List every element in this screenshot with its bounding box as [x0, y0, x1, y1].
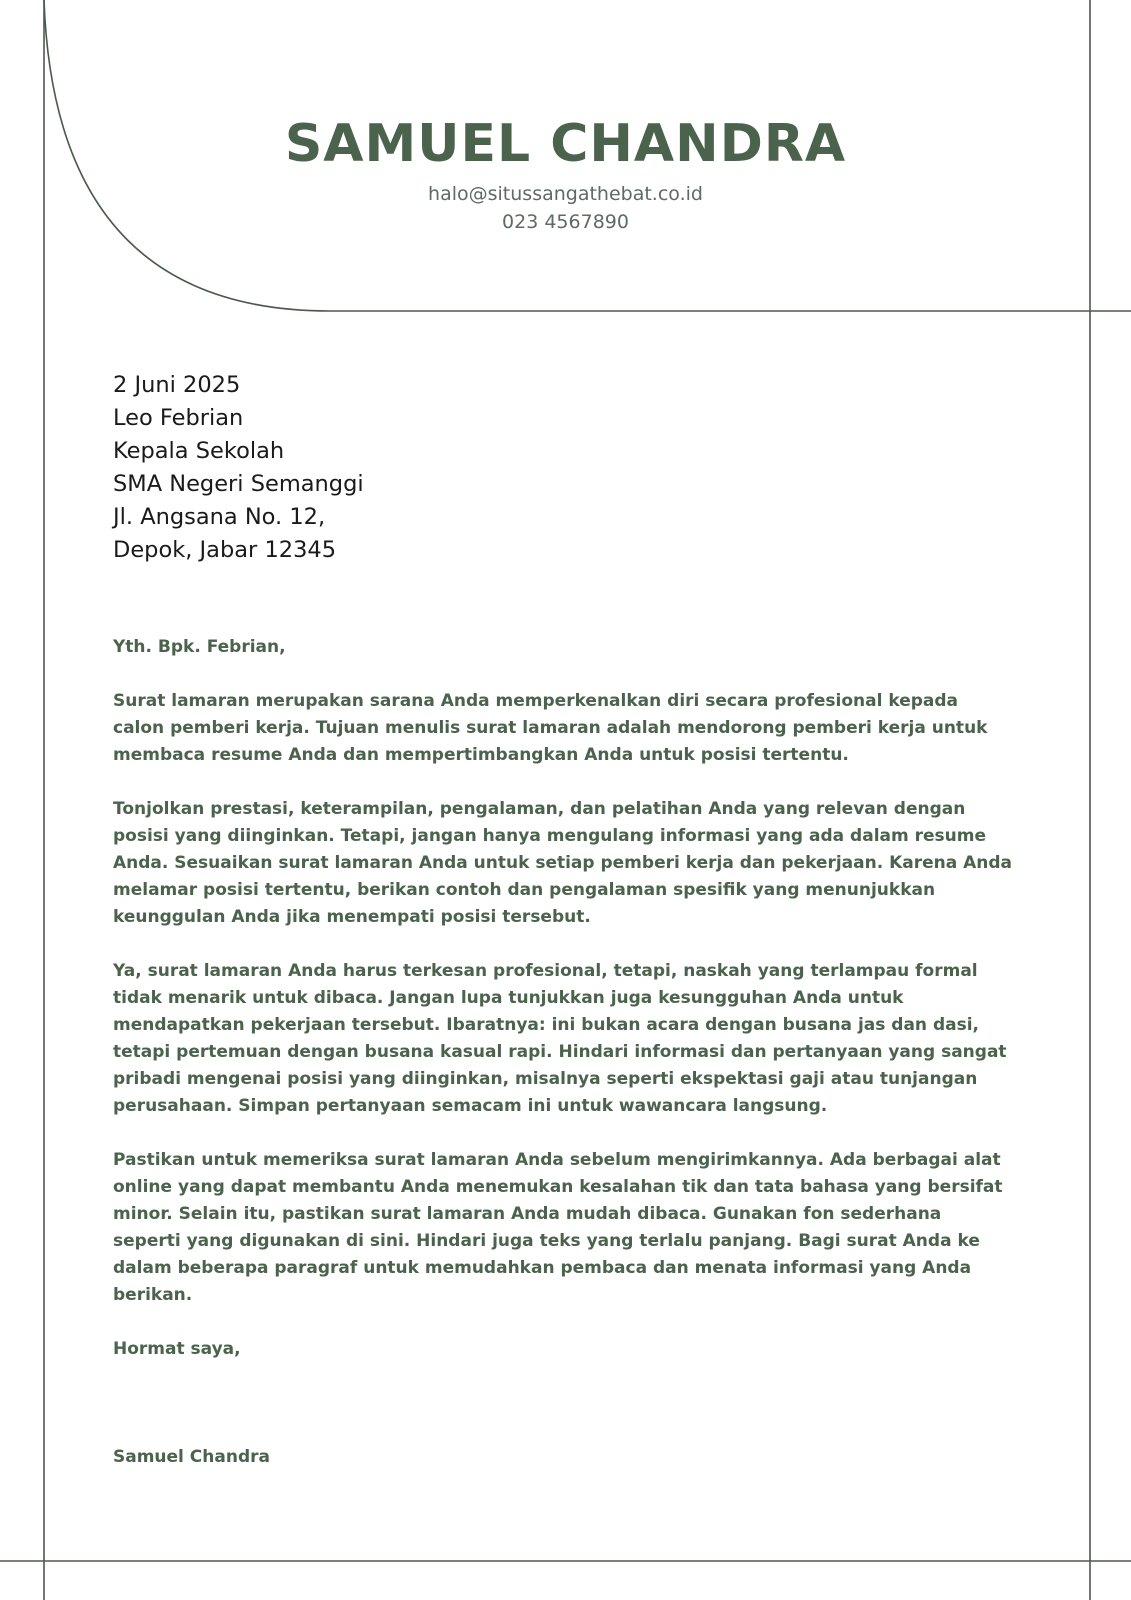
body-paragraph: Pastikan untuk memeriksa surat lamaran Anda sebelum mengirimkannya. Ada berbagai alat online yang dapat membantu Anda menemukan kesalahan tik dan tata bahasa yang bersifat minor. Selain itu, pastikan surat lamaran Anda mudah dibaca. Gunakan fon sederhana seperti yang digunakan di sini. Hindari juga teks yang terlalu panjang. Bagi surat Anda ke dalam beberapa paragraf untuk memudahkan pembaca dan menata informasi yang Anda berikan.	[113, 1150, 1003, 1305]
body-paragraph: Ya, surat lamaran Anda harus terkesan profesional, tetapi, naskah yang terlampau formal tidak menarik untuk dibaca. Jangan lupa tunjukkan juga kesungguhan Anda untuk mendapatkan pekerjaan tersebut. Ibaratnya: ini bukan acara dengan busana jas dan dasi, tetapi pertemuan dengan busana kasual rapi. Hindari informasi dan pertanyaan yang sangat pribadi mengenai posisi yang diinginkan, misalnya seperti ekspektasi gaji atau tunjangan perusahaan. Simpan pertanyaan semacam ini untuk wawancara langsung.	[113, 961, 1007, 1116]
letter-date: 2 Juni 2025	[113, 372, 241, 398]
signature-name: Samuel Chandra	[113, 1447, 270, 1467]
recipient-block	[113, 369, 364, 567]
recipient-title: Kepala Sekolah	[113, 438, 285, 464]
body-paragraph: Tonjolkan prestasi, keterampilan, pengalaman, dan pelatihan Anda yang relevan dengan posisi yang diinginkan. Tetapi, jangan hanya mengulang informasi yang ada dalam resume Anda. Sesuaikan surat lamaran Anda untuk setiap pemberi kerja dan pekerjaan. Karena Anda melamar posisi tertentu, berikan contoh dan pengalaman spesifik yang menunjukkan keunggulan Anda jika menempati posisi tersebut.	[113, 799, 1013, 927]
recipient-name: Leo Febrian	[113, 405, 244, 431]
letter-body	[113, 634, 1013, 1471]
sender-phone: 023 4567890	[502, 211, 629, 233]
recipient-address-line2: Depok, Jabar 12345	[113, 537, 337, 563]
recipient-address-line1: Jl. Angsana No. 12,	[113, 504, 326, 530]
letter-header	[0, 108, 1131, 236]
sender-name: SAMUEL CHANDRA	[284, 114, 847, 174]
body-paragraph: Surat lamaran merupakan sarana Anda memperkenalkan diri secara profesional kepada calon pemberi kerja. Tujuan menulis surat lamaran adalah mendorong pemberi kerja untuk membaca resume Anda dan mempertimbangkan Anda untuk posisi tertentu.	[113, 691, 988, 765]
sender-email: halo@situssangathebat.co.id	[428, 183, 703, 205]
recipient-organization: SMA Negeri Semanggi	[113, 471, 364, 497]
closing: Hormat saya,	[113, 1339, 241, 1359]
salutation: Yth. Bpk. Febrian,	[113, 637, 286, 657]
